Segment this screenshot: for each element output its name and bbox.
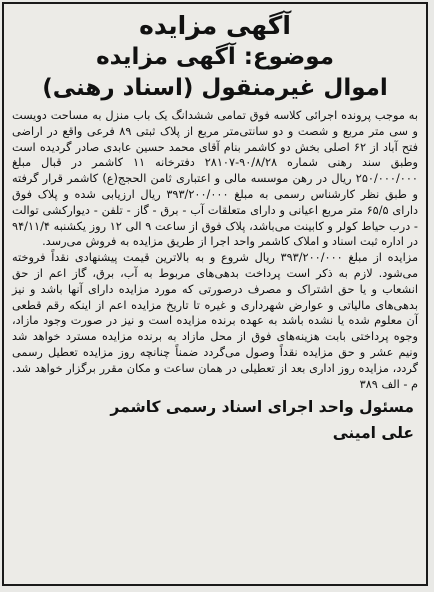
notice-code: م - الف ۳۸۹ [359,377,418,391]
notice-subject-detail: اموال غیرمنقول (اسناد رهنی) [42,75,388,101]
signature-title: مسئول واحد اجرای اسناد رسمی کاشمر [110,398,414,417]
notice-paragraph-1: به موجب پرونده اجرائی کلاسه فوق تمامی ششدانگ یک باب منزل به مساحت دویست و سی متر مربع و شصت و دو سانتی‌متر مربع از پلاک ثبتی ۸۹ فرعی واقع در اراضی فتح آباد از ۶۲ اصلی بخش دو کاشمر بنام آقای محمد حسین عابدی صادر گردیده است وطبق سند رهنی شماره ۹۰/۸/۲۸-۲۸۱۰۷ دفترخانه ۱۱ کاشمر در قبال مبلغ ۲۵۰/۰۰۰/۰۰۰ ریال در رهن موسسه مالی و اعتباری ثامن الحجج(ع) کاشمر قرار گرفته و طبق نظر کارشناس رسمی به مبلغ ۳۹۳/۲۰۰/۰۰۰ ریال ارزیابی شده و پلاک فوق دارای ۶۵/۵ متر مربع اعیانی و دارای متعلقات آب - برق - گاز - تلفن - دیوارکشی توالت - درب حیاط کولر و کابینت می‌باشد، پلاک فوق از ساعت ۹ الی ۱۲ روز یکشنبه ۹۴/۱۱/۴ در اداره ثبت اسناد و املاک کاشمر واحد اجرا از طریق مزایده به فروش می‌رسد. [12,109,418,249]
notice-subject: موضوع: آگهی مزایده [96,44,334,70]
signature-name: علی امینی [332,424,414,443]
notice-body [10,108,420,392]
notice-frame [2,2,428,586]
notice-paragraph-2-text: مزایده از مبلغ ۳۹۳/۲۰۰/۰۰۰ ریال شروع و به بالاترین قیمت پیشنهادی نقداً فروخته می‌شود. لازم به ذکر است پرداخت بدهی‌های مربوط به آب، برق، گاز اعم از حق انشعاب و یا حق اشتراک و مصرف درصورتی که مورد مزایده دارای آنها باشد و نیز بدهی‌های مالیاتی و عوارض شهرداری و غیره تا تاریخ مزایده اعم از اینکه رقم قطعی آن معلوم شده یا نشده باشد به عهده برنده مزایده است و نیز در صورت وجود مازاد، وجوه پرداختی بابت هزینه‌های فوق از محل مازاد به برنده مزایده مسترد خواهد شد ونیم عشر و حق مزایده نقداً وصول می‌گردد ضمناً چنانچه روز مزایده تعطیل رسمی گردد، مزایده روز اداری بعد از تعطیلی در همان ساعت و مکان مقرر برگزار خواهد شد. [12,251,419,375]
notice-content [10,10,420,578]
notice-title: آگهی مزایده [139,11,291,40]
notice-paragraph-2 [12,250,418,392]
